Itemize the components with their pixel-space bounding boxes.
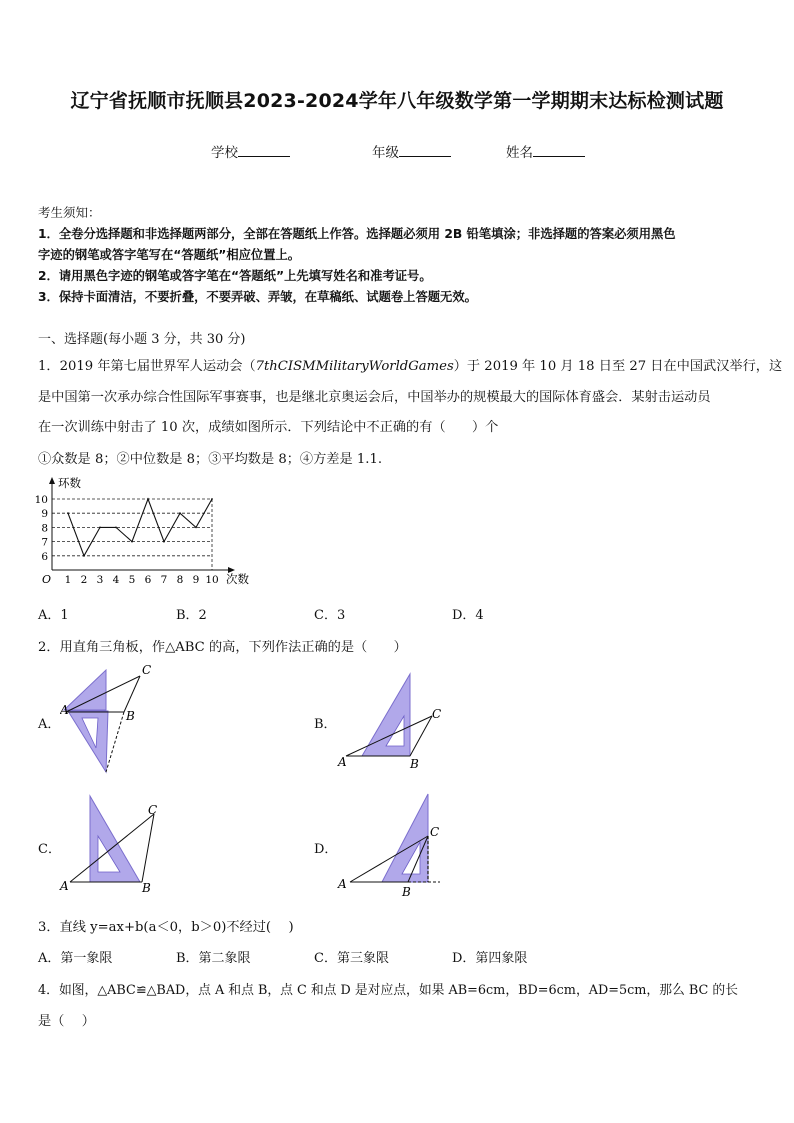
- score-point: [211, 498, 213, 500]
- notice-heading: 考生须知：: [38, 205, 101, 220]
- label-a: A: [60, 879, 69, 893]
- grade-label: 年级: [372, 145, 399, 161]
- q1-line-4: ①众数是 8；②中位数是 8；③平均数是 8；④方差是 1.1.: [38, 452, 383, 467]
- q1-line-3: 在一次训练中射击了 10 次，成绩如图所示．下列结论中不正确的有（ ）个: [38, 420, 499, 435]
- q1-option-a[interactable]: A．1: [38, 608, 69, 623]
- y-tick-label: 6: [41, 550, 48, 563]
- q3-option-c[interactable]: C．第三象限: [314, 951, 389, 966]
- notice-item-1-line-2: 字迹的钢笔或答字笔写在“答题纸”相应位置上。: [38, 248, 301, 262]
- notice-item-1-line-1: 1．全卷分选择题和非选择题两部分，全部在答题纸上作答。选择题必须用 2B 铅笔填涂；非选择题的答案必须用黑色: [38, 227, 676, 241]
- grade-field[interactable]: [372, 141, 451, 161]
- notice-item-3: 3．保持卡面清洁，不要折叠，不要弄破、弄皱，在草稿纸、试题卷上答题无效。: [38, 290, 477, 304]
- x-tick-label: 9: [192, 574, 200, 586]
- q4-line-2: 是（ ）: [38, 1014, 95, 1029]
- x-axis-label: 次数: [226, 572, 249, 586]
- name-field[interactable]: [506, 141, 585, 161]
- y-axis-arrow: [49, 477, 55, 484]
- edge-bc: [124, 676, 140, 712]
- q2-figure-d: [336, 790, 446, 898]
- q3-option-a[interactable]: A．第一象限: [38, 951, 113, 966]
- edge-bc: [142, 814, 154, 882]
- q1-line-1-a: 1．2019 年第七届世界军人运动会（: [38, 359, 256, 374]
- score-point: [115, 527, 117, 529]
- score-point: [179, 512, 181, 514]
- q4-line-1: 4．如图，△ABC≌△BAD，点 A 和点 B，点 C 和点 D 是对应点，如果 AB=6cm，BD=6cm，AD=5cm，那么 BC 的长: [38, 983, 738, 998]
- x-tick-label: 6: [144, 574, 152, 586]
- q2-option-d[interactable]: D．: [314, 842, 338, 857]
- q1-line-1-b: ）于 2019 年 10 月 18 日至 27 日在中国武汉举行，这: [453, 359, 783, 374]
- page-title: 辽宁省抚顺市抚顺县2023-2024学年八年级数学第一学期期末达标检测试题: [70, 90, 724, 112]
- q2-stem: 2．用直角三角板，作△ABC 的高，下列作法正确的是（ ）: [38, 640, 407, 655]
- label-b: B: [142, 881, 151, 895]
- q2-option-c[interactable]: C．: [38, 842, 61, 857]
- y-tick-label: 8: [41, 522, 48, 535]
- q2-figure-b: [336, 670, 446, 772]
- score-point: [195, 527, 197, 529]
- q1-option-b[interactable]: B．2: [176, 608, 207, 623]
- y-axis-label: 环数: [58, 476, 81, 490]
- x-tick-label: 10: [205, 574, 219, 586]
- label-a: A: [338, 877, 347, 891]
- height-dashed: [106, 712, 124, 772]
- label-b: B: [126, 709, 135, 723]
- q3-option-d[interactable]: D．第四象限: [452, 951, 528, 966]
- score-point: [163, 541, 165, 543]
- y-tick-label: 10: [34, 494, 48, 506]
- x-tick-label: 4: [112, 574, 120, 586]
- label-a: A: [338, 755, 347, 769]
- label-c: C: [430, 825, 440, 839]
- x-tick-label: 2: [80, 574, 88, 586]
- q1-line-2: 是中国第一次承办综合性国际军事赛事，也是继北京奥运会后，中国举办的规模最大的国际体育盛会．某射击运动员: [38, 390, 711, 405]
- score-point: [131, 541, 133, 543]
- notice-item-2: 2．请用黑色字迹的钢笔或答字笔在“答题纸”上先填写姓名和准考证号。: [38, 269, 432, 283]
- q1-line-1-italic: 7thCISMMilitaryWorldGames: [255, 359, 454, 374]
- q2-option-b[interactable]: B．: [314, 717, 337, 732]
- label-c: C: [432, 707, 442, 721]
- triangle-ruler: [64, 670, 106, 710]
- label-b: B: [410, 757, 419, 771]
- x-tick-label: 1: [64, 574, 72, 586]
- label-a: A: [60, 703, 69, 717]
- name-label: 姓名: [506, 145, 533, 161]
- x-tick-label: 8: [176, 574, 184, 586]
- q1-option-c[interactable]: C．3: [314, 608, 346, 623]
- y-tick-label: 7: [41, 536, 48, 549]
- shooting-score-chart: [30, 472, 270, 590]
- q2-option-a[interactable]: A．: [38, 717, 61, 732]
- school-label: 学校: [211, 145, 238, 161]
- score-point: [83, 555, 85, 557]
- score-point: [67, 512, 69, 514]
- score-point: [99, 527, 101, 529]
- section-heading: 一、选择题(每小题 3 分，共 30 分): [38, 332, 246, 347]
- q2-figure-a: [60, 662, 158, 776]
- edge-bc: [410, 716, 432, 756]
- label-b: B: [402, 885, 411, 898]
- q2-figure-c: [58, 792, 162, 896]
- school-field[interactable]: [211, 141, 290, 161]
- x-tick-label: 7: [160, 574, 168, 586]
- label-c: C: [148, 803, 158, 817]
- label-c: C: [142, 663, 152, 677]
- q3-option-b[interactable]: B．第二象限: [176, 951, 251, 966]
- y-tick-label: 9: [41, 508, 48, 521]
- score-point: [147, 498, 149, 500]
- q1-line-1: [38, 355, 782, 374]
- origin-label: O: [42, 573, 52, 586]
- q3-stem: 3．直线 y=ax+b(a＜0，b＞0)不经过( ): [38, 920, 294, 935]
- x-tick-label: 3: [96, 574, 104, 586]
- x-tick-label: 5: [128, 574, 136, 586]
- q1-option-d[interactable]: D．4: [452, 608, 484, 623]
